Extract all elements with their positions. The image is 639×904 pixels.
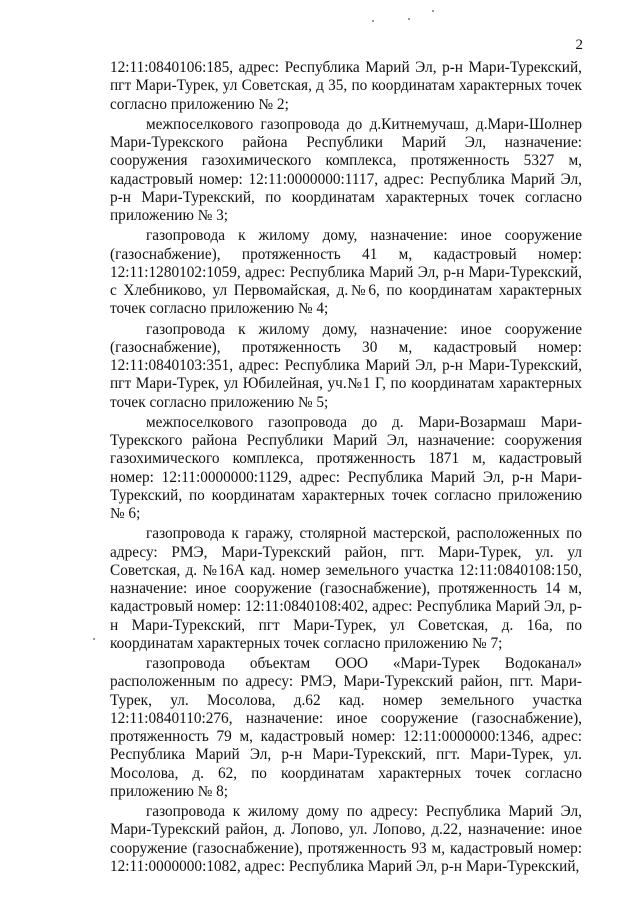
scan-speck — [372, 20, 374, 22]
paragraph-item-5: газопровода к жилому дому, назначение: иное сооружение (газоснабжение), протяженность 30 м, кадастровый номер: 12:11:0840103:351, адрес: Республика Марий Эл, р-н Мари-Турекский, пгт Мари-Турек, ул Юбилейная, уч.№1 Г, по координатам характерных точек согласно приложению № 5; — [110, 320, 582, 411]
paragraph-item-9: газопровода к жилому дому по адресу: Республика Марий Эл, Мари-Турекский район, д. Лопово, ул. Лопово, д.22, назначение: иное сооружение (газоснабжение), протяженность 93 м, кадастровый номер: 12:11:0000000:1082, адрес: Республика Марий Эл, р-н Мари-Турекский, — [110, 803, 582, 875]
paragraph-continuation: 12:11:0840106:185, адрес: Республика Марий Эл, р-н Мари-Турекский, пгт Мари-Турек, ул Советская, д 35, по координатам характерных точек согласно приложению № 2; — [110, 59, 582, 113]
scan-speck — [93, 638, 95, 640]
scan-speck — [408, 18, 410, 20]
scan-speck — [432, 10, 434, 12]
paragraph-item-7: газопровода к гаражу, столярной мастерской, расположенных по адресу: РМЭ, Мари-Турекский район, пгт. Мари-Турек, ул. ул Советская, д. №16А кад. номер земельного участка 12:11:0840108:150, назначение: иное сооружение (газоснабжение), протяженность 14 м, кадастровый номер: 12:11:0840108:402, адрес: Республика Марий Эл, р-н Мари-Турекский, пгт Мари-Турек, ул Советская, д. 16а, по координатам характерных точек согласно приложению № 7; — [110, 525, 582, 652]
paragraph-item-3: межпоселкового газопровода до д.Китнемучаш, д.Мари-Шолнер Мари-Турекского района Республики Марий Эл, назначение: сооружения газохимического комплекса, протяженность 5327 м, кадастровый номер: 12:11:0000000:1117, адрес: Республика Марий Эл, р-н Мари-Турекский, по координатам характерных точек согласно приложению № 3; — [110, 115, 582, 224]
paragraph-item-8: газопровода объектам ООО «Мари-Турек Водоканал» расположенным по адресу: РМЭ, Мари-Турекский район, пгт. Мари-Турек, ул. Мосолова, д.62 кад. номер земельного участка 12:11:0840110:276, назначение: иное сооружение (газоснабжение), протяженность 79 м, кадастровый номер: 12:11:0000000:1346, адрес: Республика Марий Эл, р-н Мари-Турекский, пгт. Мари-Турек, ул. Мосолова, д. 62, по координатам характерных точек согласно приложению № 8; — [110, 655, 582, 800]
paragraph-item-4: газопровода к жилому дому, назначение: иное сооружение (газоснабжение), протяженность 41 м, кадастровый номер: 12:11:1280102:1059, адрес: Республика Марий Эл, р-н Мари-Турекский, с Хлебниково, ул Первомайская, д.№6, по координатам характерных точек согласно приложению № 4; — [110, 227, 582, 318]
document-body — [110, 59, 582, 876]
page-number: 2 — [575, 37, 583, 53]
paragraph-item-6: межпоселкового газопровода до д. Мари-Возармаш Мари-Турекского района Республики Марий Эл, назначение: сооружения газохимического комплекса, протяженность 1871 м, кадастровый номер: 12:11:0000000:1129, адрес: Республика Марий Эл, р-н Мари-Турекский, по координатам характерных точек согласно приложению № 6; — [110, 413, 582, 522]
